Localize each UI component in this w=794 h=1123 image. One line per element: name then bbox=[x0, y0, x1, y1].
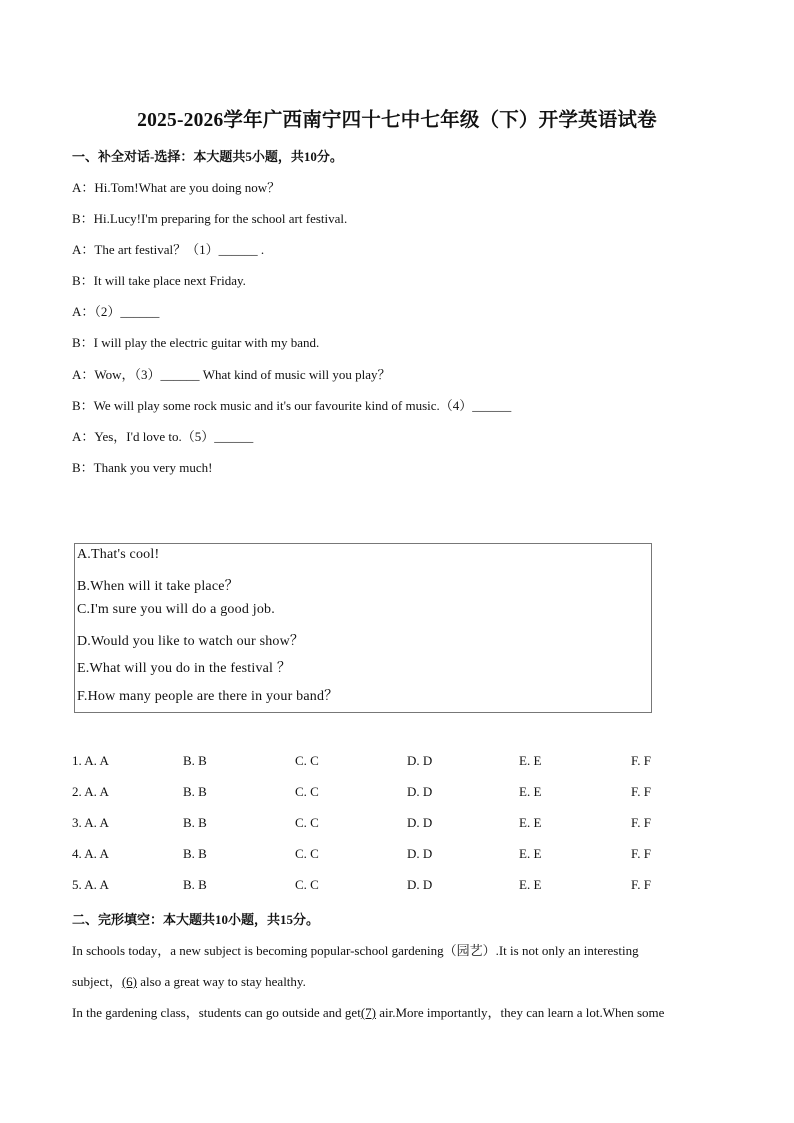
dialogue-line-2: B：Hi.Lucy!I'm preparing for the school art festival. bbox=[72, 211, 348, 226]
blank-7[interactable]: (7) bbox=[360, 1005, 376, 1020]
option-f: F.How many people are there in your band？ bbox=[77, 689, 339, 704]
option-d: D.Would you like to watch our show？ bbox=[77, 634, 305, 649]
dialogue-line-5: A：（2）______ bbox=[72, 304, 160, 319]
option-c: C.I'm sure you will do a good job. bbox=[77, 602, 275, 617]
text-fragment: also a great way to stay healthy. bbox=[137, 974, 306, 989]
answer-choice[interactable]: F. F bbox=[631, 846, 651, 861]
answer-choice[interactable]: D. D bbox=[407, 753, 433, 768]
dialogue-line-9: A：Yes，I'd love to.（5）______ bbox=[72, 429, 254, 444]
answer-choice[interactable]: D. D bbox=[407, 877, 433, 892]
answer-choice[interactable]: 5. A. A bbox=[72, 877, 109, 892]
answer-choice[interactable]: 4. A. A bbox=[72, 846, 109, 861]
answer-row-1 bbox=[72, 753, 672, 771]
answer-choice[interactable]: B. B bbox=[183, 815, 207, 830]
cloze-paragraph-line-3 bbox=[72, 1002, 664, 1021]
dialogue-line-7: A：Wow，（3）______ What kind of music will you play？ bbox=[72, 367, 391, 382]
dialogue-line-1: A：Hi.Tom!What are you doing now？ bbox=[72, 180, 281, 195]
answer-choice[interactable]: B. B bbox=[183, 846, 207, 861]
option-e: E.What will you do in the festival ？ bbox=[77, 661, 292, 676]
dialogue-line-3: A：The art festival？（1）______ . bbox=[72, 242, 265, 257]
answer-choice[interactable]: E. E bbox=[519, 815, 542, 830]
answer-choice[interactable]: C. C bbox=[295, 846, 319, 861]
answer-choice[interactable]: C. C bbox=[295, 753, 319, 768]
answer-choice[interactable]: 3. A. A bbox=[72, 815, 109, 830]
option-a: A.That's cool! bbox=[77, 547, 160, 562]
answer-choice[interactable]: B. B bbox=[183, 753, 207, 768]
dialogue-line-8: B：We will play some rock music and it's our favourite kind of music.（4）______ bbox=[72, 398, 512, 413]
cloze-paragraph-line-1: In schools today，a new subject is becoming popular-school gardening（园艺）.It is not only an interesting bbox=[72, 943, 639, 958]
answer-choice[interactable]: B. B bbox=[183, 877, 207, 892]
cloze-paragraph-line-2 bbox=[72, 971, 306, 990]
answer-choice[interactable]: E. E bbox=[519, 753, 542, 768]
answer-row-2 bbox=[72, 784, 672, 802]
answer-choice[interactable]: C. C bbox=[295, 784, 319, 799]
page-title: 2025-2026学年广西南宁四十七中七年级（下）开学英语试卷 bbox=[137, 110, 657, 131]
answer-choice[interactable]: C. C bbox=[295, 877, 319, 892]
text-fragment: air.More importantly，they can learn a lot.When some bbox=[376, 1005, 665, 1020]
section-2-heading: 二、完形填空：本大题共10小题，共15分。 bbox=[72, 912, 320, 927]
section-1-heading: 一、补全对话-选择：本大题共5小题，共10分。 bbox=[72, 149, 343, 164]
answer-choice[interactable]: E. E bbox=[519, 846, 542, 861]
option-b: B.When will it take place？ bbox=[77, 579, 239, 594]
dialogue-line-10: B：Thank you very much! bbox=[72, 460, 213, 475]
answer-choice[interactable]: E. E bbox=[519, 877, 542, 892]
answer-choice[interactable]: F. F bbox=[631, 877, 651, 892]
answer-row-3 bbox=[72, 815, 672, 833]
answer-choice[interactable]: 2. A. A bbox=[72, 784, 109, 799]
text-fragment: subject， bbox=[72, 974, 122, 989]
answer-choice[interactable]: F. F bbox=[631, 815, 651, 830]
answer-choice[interactable]: D. D bbox=[407, 784, 433, 799]
answer-choice[interactable]: D. D bbox=[407, 815, 433, 830]
text-fragment: In the gardening class，students can go outside and get bbox=[72, 1005, 361, 1020]
answer-row-5 bbox=[72, 877, 672, 895]
answer-choice[interactable]: F. F bbox=[631, 753, 651, 768]
blank-6[interactable]: (6) bbox=[121, 974, 137, 989]
answer-choice[interactable]: 1. A. A bbox=[72, 753, 109, 768]
answer-choice[interactable]: B. B bbox=[183, 784, 207, 799]
answer-choice[interactable]: F. F bbox=[631, 784, 651, 799]
dialogue-line-4: B：It will take place next Friday. bbox=[72, 273, 246, 288]
dialogue-line-6: B：I will play the electric guitar with my band. bbox=[72, 335, 320, 350]
answer-choice[interactable]: C. C bbox=[295, 815, 319, 830]
answer-choice[interactable]: D. D bbox=[407, 846, 433, 861]
answer-choice[interactable]: E. E bbox=[519, 784, 542, 799]
answer-row-4 bbox=[72, 846, 672, 864]
options-box bbox=[74, 543, 652, 713]
